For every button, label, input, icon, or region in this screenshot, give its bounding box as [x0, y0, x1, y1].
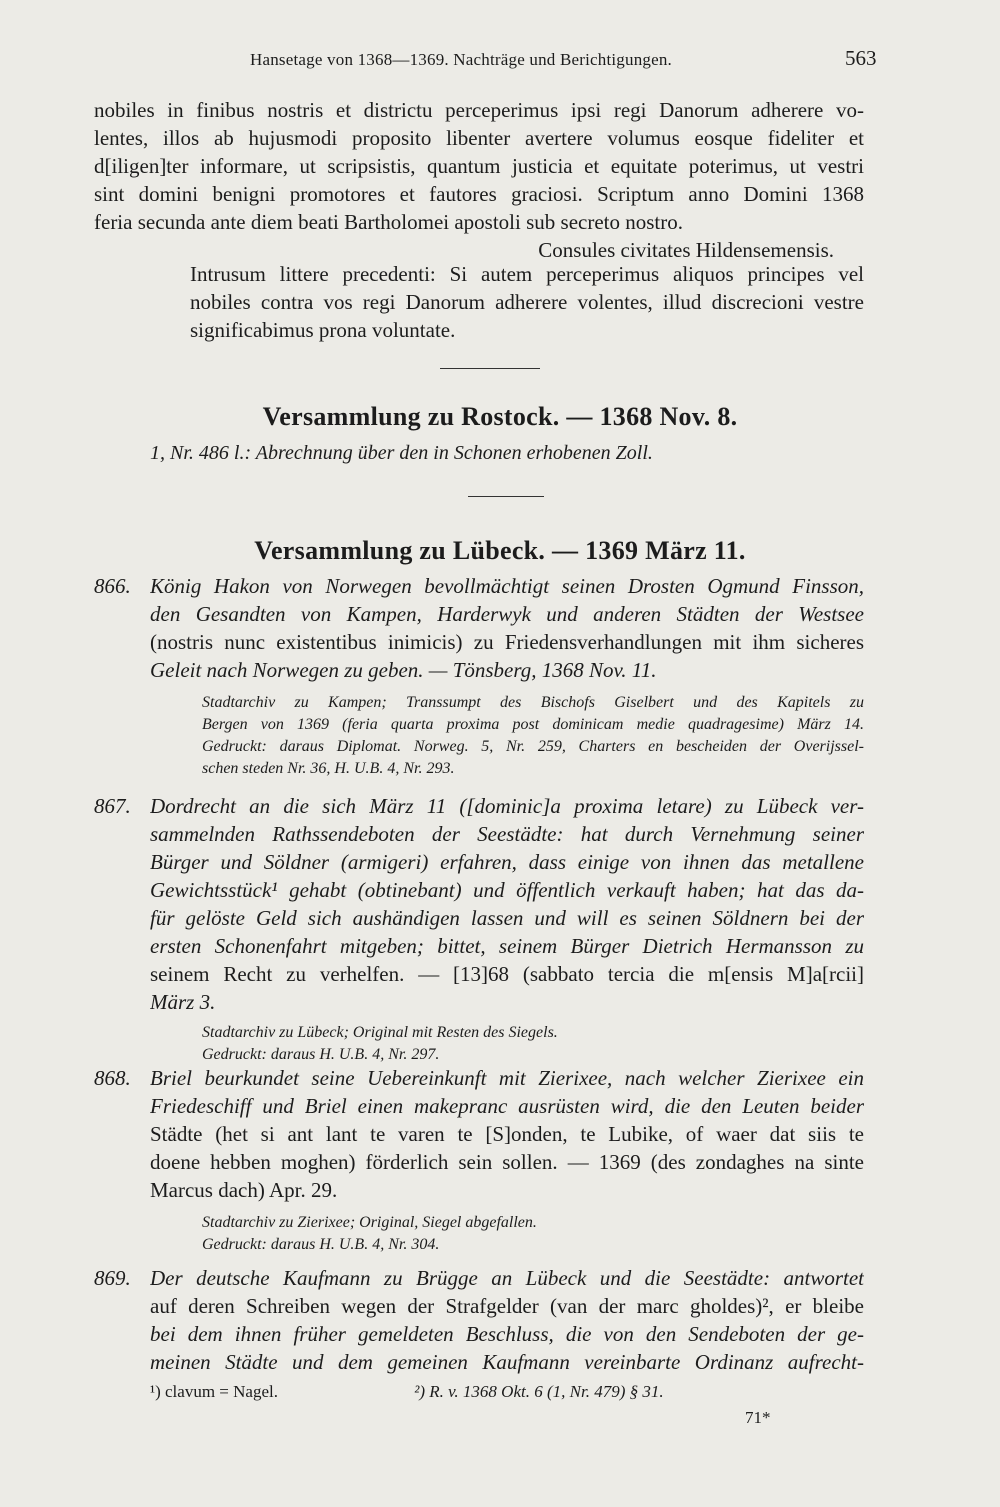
source-line: Bergen von 1369 (feria quarta proxima post dominicam medie quadragesime) März 14.	[202, 716, 864, 733]
divider-rule	[440, 368, 540, 369]
entry-source	[202, 1022, 864, 1066]
text-line: bei dem ihnen früher gemeldeten Beschluss, die von den Sendeboten der ge-	[150, 1322, 864, 1346]
source-line: Stadtarchiv zu Kampen; Transsumpt des Bischofs Giselbert und des Kapitels zu	[202, 694, 864, 711]
signature-mark: 71*	[745, 1408, 771, 1427]
section-subline: 1, Nr. 486 l.: Abrechnung über den in Schonen erhobenen Zoll.	[150, 442, 653, 464]
source-line: Gedruckt: daraus H. U.B. 4, Nr. 304.	[202, 1236, 440, 1253]
text-line: sint domini benigni promotores et fautores graciosi. Scriptum anno Domini 1368	[94, 182, 864, 206]
entry-body	[150, 792, 864, 1016]
source-line: Gedruckt: daraus H. U.B. 4, Nr. 297.	[202, 1046, 440, 1063]
source-line: Stadtarchiv zu Zierixee; Original, Siegel abgefallen.	[202, 1214, 537, 1231]
text-line: Dordrecht an die sich März 11 ([dominic]a proxima letare) zu Lübeck ver-	[150, 794, 864, 818]
text-line: (nostris nunc existentibus inimicis) zu Friedensverhandlungen mit ihm sicheres	[150, 630, 864, 654]
text-line: ersten Schonenfahrt mitgeben; bittet, seinem Bürger Dietrich Hermansson zu	[150, 934, 864, 958]
entry-868	[94, 1064, 864, 1256]
text-line: Bürger und Söldner (armigeri) erfahren, dass einige von ihnen das metallene	[150, 850, 864, 874]
intro-paragraph	[94, 96, 864, 264]
entry-number: 867.	[94, 794, 131, 818]
entry-body	[150, 1064, 864, 1204]
intrusum-paragraph	[94, 260, 864, 344]
text-line: Briel beurkundet seine Uebereinkunft mit Zierixee, nach welcher Zierixee ein	[150, 1066, 864, 1090]
text-line: Friedeschiff und Briel einen makepranc ausrüsten wird, die den Leuten beider	[150, 1094, 864, 1118]
text-line: doene hebben moghen) förderlich sein sollen. — 1369 (des zondaghes na sinte	[150, 1150, 864, 1174]
source-line: Stadtarchiv zu Lübeck; Original mit Resten des Siegels.	[202, 1024, 558, 1041]
text-line: den Gesandten von Kampen, Harderwyk und anderen Städten der Westsee	[150, 602, 864, 626]
signature-line: Consules civitates Hildensemensis.	[538, 238, 834, 262]
text-line: meinen Städte und dem gemeinen Kaufmann vereinbarte Ordinanz aufrecht-	[150, 1350, 864, 1374]
text-line: lentes, illos ab hujusmodi proposito libenter avertere volumus eosque fideliter et	[94, 126, 864, 150]
entry-number: 866.	[94, 574, 131, 598]
text-line: nobiles in finibus nostris et districtu perceperimus ipsi regi Danorum adherere vo-	[94, 98, 864, 122]
text-line: Marcus dach) Apr. 29.	[150, 1178, 338, 1202]
footnote-2: ²) R. v. 1368 Okt. 6 (1, Nr. 479) § 31.	[414, 1382, 664, 1401]
page-number: 563	[845, 46, 877, 70]
entry-body	[150, 1264, 864, 1376]
entry-867	[94, 792, 864, 1066]
source-line: Gedruckt: daraus Diplomat. Norweg. 5, Nr. 259, Charters en bescheiden der Overijssel-	[202, 738, 864, 755]
entry-866	[94, 572, 864, 780]
text-line: März 3.	[150, 990, 216, 1014]
text-line: Städte (het si ant lant te varen te [S]onden, te Lubike, of waer dat siis te	[150, 1122, 864, 1146]
section-heading-luebeck: Versammlung zu Lübeck. — 1369 März 11.	[254, 536, 746, 565]
entry-body	[150, 572, 864, 684]
text-line: nobiles contra vos regi Danorum adherere volentes, illud discrecioni vestre	[190, 290, 864, 314]
text-line: König Hakon von Norwegen bevollmächtigt seinen Drosten Ogmund Finsson,	[150, 574, 864, 598]
text-line: Intrusum littere precedenti: Si autem perceperimus aliquos principes vel	[190, 262, 864, 286]
text-line: seinem Recht zu verhelfen. — [13]68 (sabbato tercia die m[ensis M]a[rcii]	[150, 962, 864, 986]
entry-number: 868.	[94, 1066, 131, 1090]
running-head: Hansetage von 1368—1369. Nachträge und Berichtigungen.	[250, 50, 672, 69]
section-heading-rostock: Versammlung zu Rostock. — 1368 Nov. 8.	[262, 402, 738, 431]
source-line: schen steden Nr. 36, H. U.B. 4, Nr. 293.	[202, 760, 455, 777]
entry-source	[202, 692, 864, 780]
entry-number: 869.	[94, 1266, 131, 1290]
text-line: auf deren Schreiben wegen der Strafgelder (van der marc gholdes)², er bleibe	[150, 1294, 864, 1318]
text-line: für gelöste Geld sich aushändigen lassen und will es seinen Söldnern bei der	[150, 906, 864, 930]
footnote-1: ¹) clavum = Nagel.	[150, 1382, 278, 1401]
entry-source	[202, 1212, 864, 1256]
text-line: Der deutsche Kaufmann zu Brügge an Lübeck und die Seestädte: antwortet	[150, 1266, 864, 1290]
text-line: Gewichtsstück¹ gehabt (obtinebant) und öffentlich verkauft haben; hat das da-	[150, 878, 864, 902]
text-line: Geleit nach Norwegen zu geben. — Tönsberg, 1368 Nov. 11.	[150, 658, 657, 682]
entry-869	[94, 1264, 864, 1376]
text-line: significabimus prona voluntate.	[190, 318, 456, 342]
divider-rule	[468, 496, 544, 497]
footnotes	[150, 1382, 664, 1402]
text-line: d[iligen]ter informare, ut scripsistis, quantum justicia et equitate poterimus, ut vestri	[94, 154, 864, 178]
text-line: sammelnden Rathssendeboten der Seestädte: hat durch Vernehmung seiner	[150, 822, 864, 846]
text-line: feria secunda ante diem beati Bartholomei apostoli sub secreto nostro.	[94, 210, 683, 234]
